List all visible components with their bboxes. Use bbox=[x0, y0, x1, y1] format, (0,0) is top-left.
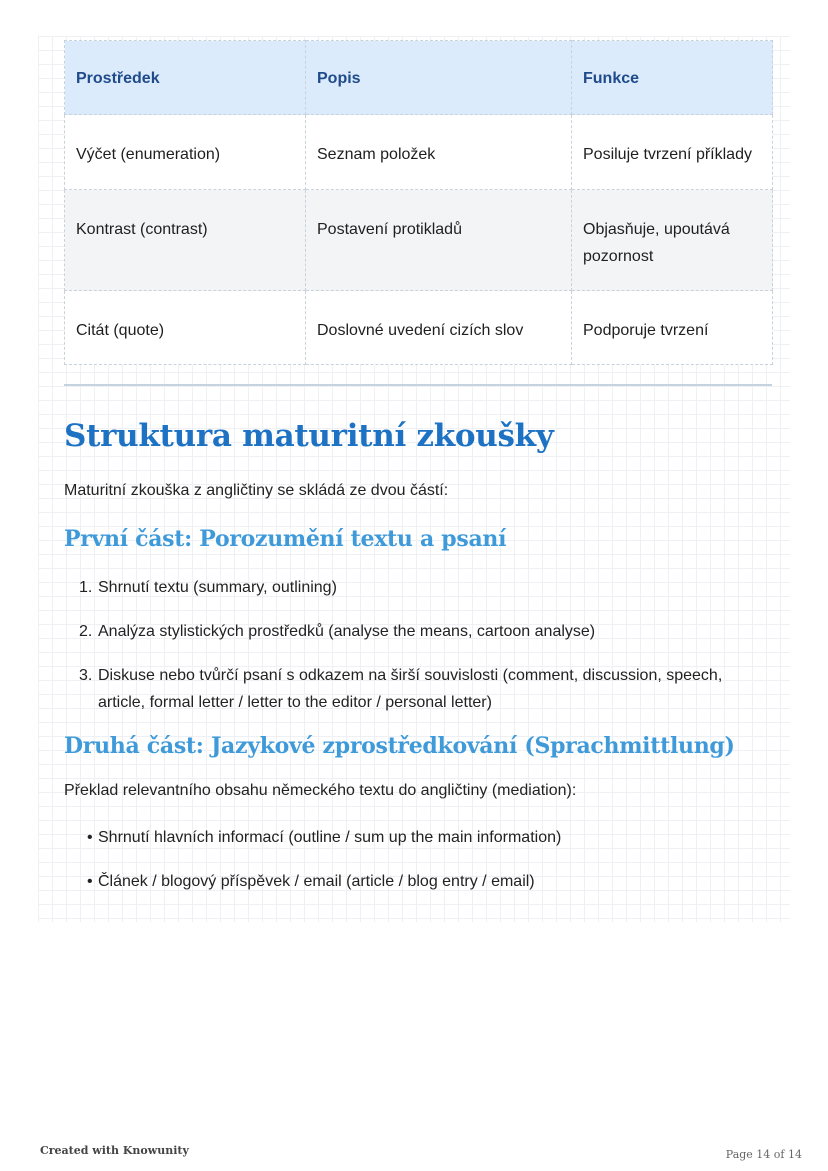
list-item-text: Shrnutí hlavních informací (outline / sum up the main information) bbox=[98, 829, 562, 846]
table-header-row bbox=[65, 41, 773, 115]
table-cell: Citát (quote) bbox=[65, 291, 306, 365]
part1-list bbox=[79, 574, 769, 733]
section-intro: Maturitní zkouška z angličtiny se skládá ze dvou částí: bbox=[64, 482, 449, 499]
table-cell: Objasňuje, upoutává pozornost bbox=[572, 190, 773, 291]
list-item bbox=[79, 662, 769, 716]
section-title: Struktura maturitní zkoušky bbox=[64, 418, 554, 454]
list-item-number: 2. bbox=[79, 623, 93, 640]
part2-title: Druhá část: Jazykové zprostředkování (Sprachmittlung) bbox=[64, 733, 735, 759]
table-row bbox=[65, 115, 773, 190]
table-cell: Posiluje tvrzení příklady bbox=[572, 115, 773, 190]
list-item-text: Diskuse nebo tvůrčí psaní s odkazem na širší souvislosti (comment, discussion, speech, article, formal letter / letter to the editor / personal letter) bbox=[98, 667, 723, 711]
list-item-text: Shrnutí textu (summary, outlining) bbox=[98, 579, 337, 596]
footer-page-number: Page 14 of 14 bbox=[725, 1148, 802, 1161]
table-cell: Seznam položek bbox=[306, 115, 572, 190]
table-cell: Výčet (enumeration) bbox=[65, 115, 306, 190]
list-item bbox=[79, 618, 769, 645]
table-cell: Kontrast (contrast) bbox=[65, 190, 306, 291]
part2-list bbox=[87, 824, 561, 912]
list-item bbox=[87, 824, 561, 851]
table-header-cell: Funkce bbox=[572, 41, 773, 115]
list-item-number: 1. bbox=[79, 579, 93, 596]
part2-intro: Překlad relevantního obsahu německého textu do angličtiny (mediation): bbox=[64, 782, 577, 799]
stylistic-means-table bbox=[64, 40, 773, 365]
bullet-icon: • bbox=[87, 873, 93, 890]
table-cell: Podporuje tvrzení bbox=[572, 291, 773, 365]
list-item bbox=[79, 574, 769, 601]
part1-title: První část: Porozumění textu a psaní bbox=[64, 526, 507, 552]
footer-created-with: Created with Knowunity bbox=[40, 1144, 189, 1157]
table-cell: Postavení protikladů bbox=[306, 190, 572, 291]
table-row bbox=[65, 190, 773, 291]
table-header-cell: Popis bbox=[306, 41, 572, 115]
table-header-cell: Prostředek bbox=[65, 41, 306, 115]
list-item-text: Článek / blogový příspěvek / email (article / blog entry / email) bbox=[98, 873, 535, 890]
bullet-icon: • bbox=[87, 829, 93, 846]
table-row bbox=[65, 291, 773, 365]
list-item bbox=[87, 868, 561, 895]
section-divider bbox=[64, 384, 772, 386]
list-item-text: Analýza stylistických prostředků (analyse the means, cartoon analyse) bbox=[98, 623, 596, 640]
list-item-number: 3. bbox=[79, 667, 93, 684]
table-cell: Doslovné uvedení cizích slov bbox=[306, 291, 572, 365]
